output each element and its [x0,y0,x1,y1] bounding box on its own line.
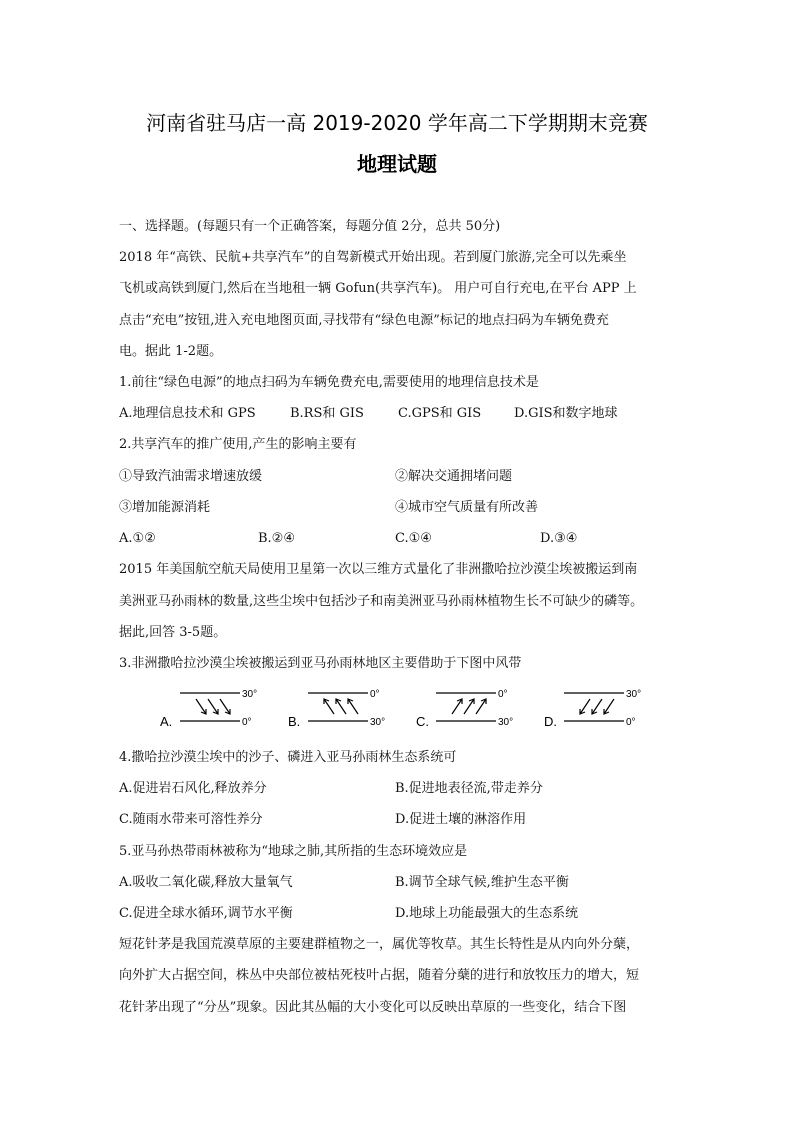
q2-statement-3: ③增加能源消耗 [119,500,211,515]
q1-option-c: C.GPS和 GIS [398,406,482,421]
question-3-stem: 3.非洲撒哈拉沙漠尘埃被搬运到亚马孙雨林地区主要借助于下图中风带 [119,656,522,671]
q4-option-d: D.促进土壤的淋溶作用 [395,812,527,827]
figure-b-bottom-label: 30° [370,717,386,728]
passage-line: 向外扩大占据空间，株丛中央部位被枯死枝叶占据，随着分蘖的进行和放牧压力的增大，短 [119,968,640,983]
q5-option-d: D.地球上功能最强大的生态系统 [395,906,579,921]
figure-b [288,689,385,729]
q2-option-a: A.①② [119,531,156,546]
passage-line: 2015 年美国航空航天局使用卫星第一次以三维方式量化了非洲撒哈拉沙漠尘埃被搬运到南 [119,562,638,577]
figure-a [160,689,257,729]
q2-statement-2: ②解决交通拥堵问题 [395,469,513,484]
figure-d [544,689,641,729]
figure-d-letter: D. [544,714,557,729]
q2-option-b: B.②④ [258,531,295,546]
figure-b-top-label: 0° [370,689,380,700]
passage-line: 点击“充电”按钮,进入充电地图页面,寻找带有“绿色电源”标记的地点扫码为车辆免费充 [119,313,609,328]
question-5-stem: 5.亚马孙热带雨林被称为“地球之肺,其所指的生态环境效应是 [119,844,468,859]
passage-line: 2018 年“高铁、民航+共享汽车”的自驾新模式开始出现。若到厦门旅游,完全可以先乘坐 [119,250,627,265]
passage-line: 飞机或高铁到厦门,然后在当地租一辆 Gofun(共享汽车)。 用户可自行充电,在平台 APP 上 [119,281,637,296]
passage-line: 据此,回答 3-5题。 [119,625,227,640]
q4-option-b: B.促进地表径流,带走养分 [395,781,543,796]
figure-b-arrows [324,699,358,714]
figure-b-letter: B. [288,714,301,729]
figure-d-bottom-label: 0° [626,717,636,728]
question-4-stem: 4.撒哈拉沙漠尘埃中的沙子、磷进入亚马孙雨林生态系统可 [119,750,457,765]
exam-subject-title: 地理试题 [357,152,437,176]
question-1-stem: 1.前往“绿色电源”的地点扫码为车辆免费充电,需要使用的地理信息技术是 [119,375,539,390]
figure-a-top-label: 30° [242,689,258,700]
passage-line: 美洲亚马孙雨林的数量,这些尘埃中包括沙子和南美洲亚马孙雨林植物生长不可缺少的磷等。 [119,594,644,609]
q2-option-c: C.①④ [395,531,432,546]
figure-c-bottom-label: 30° [498,717,514,728]
figure-c-arrows [452,699,486,714]
q2-statement-4: ④城市空气质量有所改善 [395,500,539,515]
q2-option-d: D.③④ [540,531,578,546]
figure-d-top-label: 30° [626,689,642,700]
section-heading: 一、选择题。(每题只有一个正确答案，每题分值 2分，总共 50分) [119,219,501,234]
q1-option-b: B.RS和 GIS [290,406,364,421]
q5-option-a: A.吸收二氧化碳,释放大量氧气 [119,875,293,890]
q1-option-d: D.GIS和数字地球 [514,406,618,421]
passage-line: 花针茅出现了“分丛”现象。因此其丛幅的大小变化可以反映出草原的一些变化，结合下图 [119,1000,627,1015]
q5-option-b: B.调节全球气候,维护生态平衡 [395,875,569,890]
exam-title: 河南省驻马店一高 2019-2020 学年高二下学期期末竞赛 [146,111,648,135]
passage-line: 电。据此 1-2题。 [119,344,223,359]
figure-a-bottom-label: 0° [242,717,252,728]
figure-c [416,689,513,729]
passage-line: 短花针茅是我国荒漠草原的主要建群植物之一，属优等牧草。其生长特性是从内向外分蘖， [119,937,640,952]
q4-option-a: A.促进岩石风化,释放养分 [119,781,267,796]
figure-c-top-label: 0° [498,689,508,700]
wind-belt-figures [150,684,650,734]
figure-c-letter: C. [416,714,429,729]
figure-a-letter: A. [160,714,173,729]
figure-d-arrows [580,699,614,714]
figure-a-arrows [196,699,230,714]
q1-option-a: A.地理信息技术和 GPS [119,406,256,421]
q2-statement-1: ①导致汽油需求增速放缓 [119,469,263,484]
q4-option-c: C.随雨水带来可溶性养分 [119,812,263,827]
question-2-stem: 2.共享汽车的推广使用,产生的影响主要有 [119,437,357,452]
q5-option-c: C.促进全球水循环,调节水平衡 [119,906,293,921]
